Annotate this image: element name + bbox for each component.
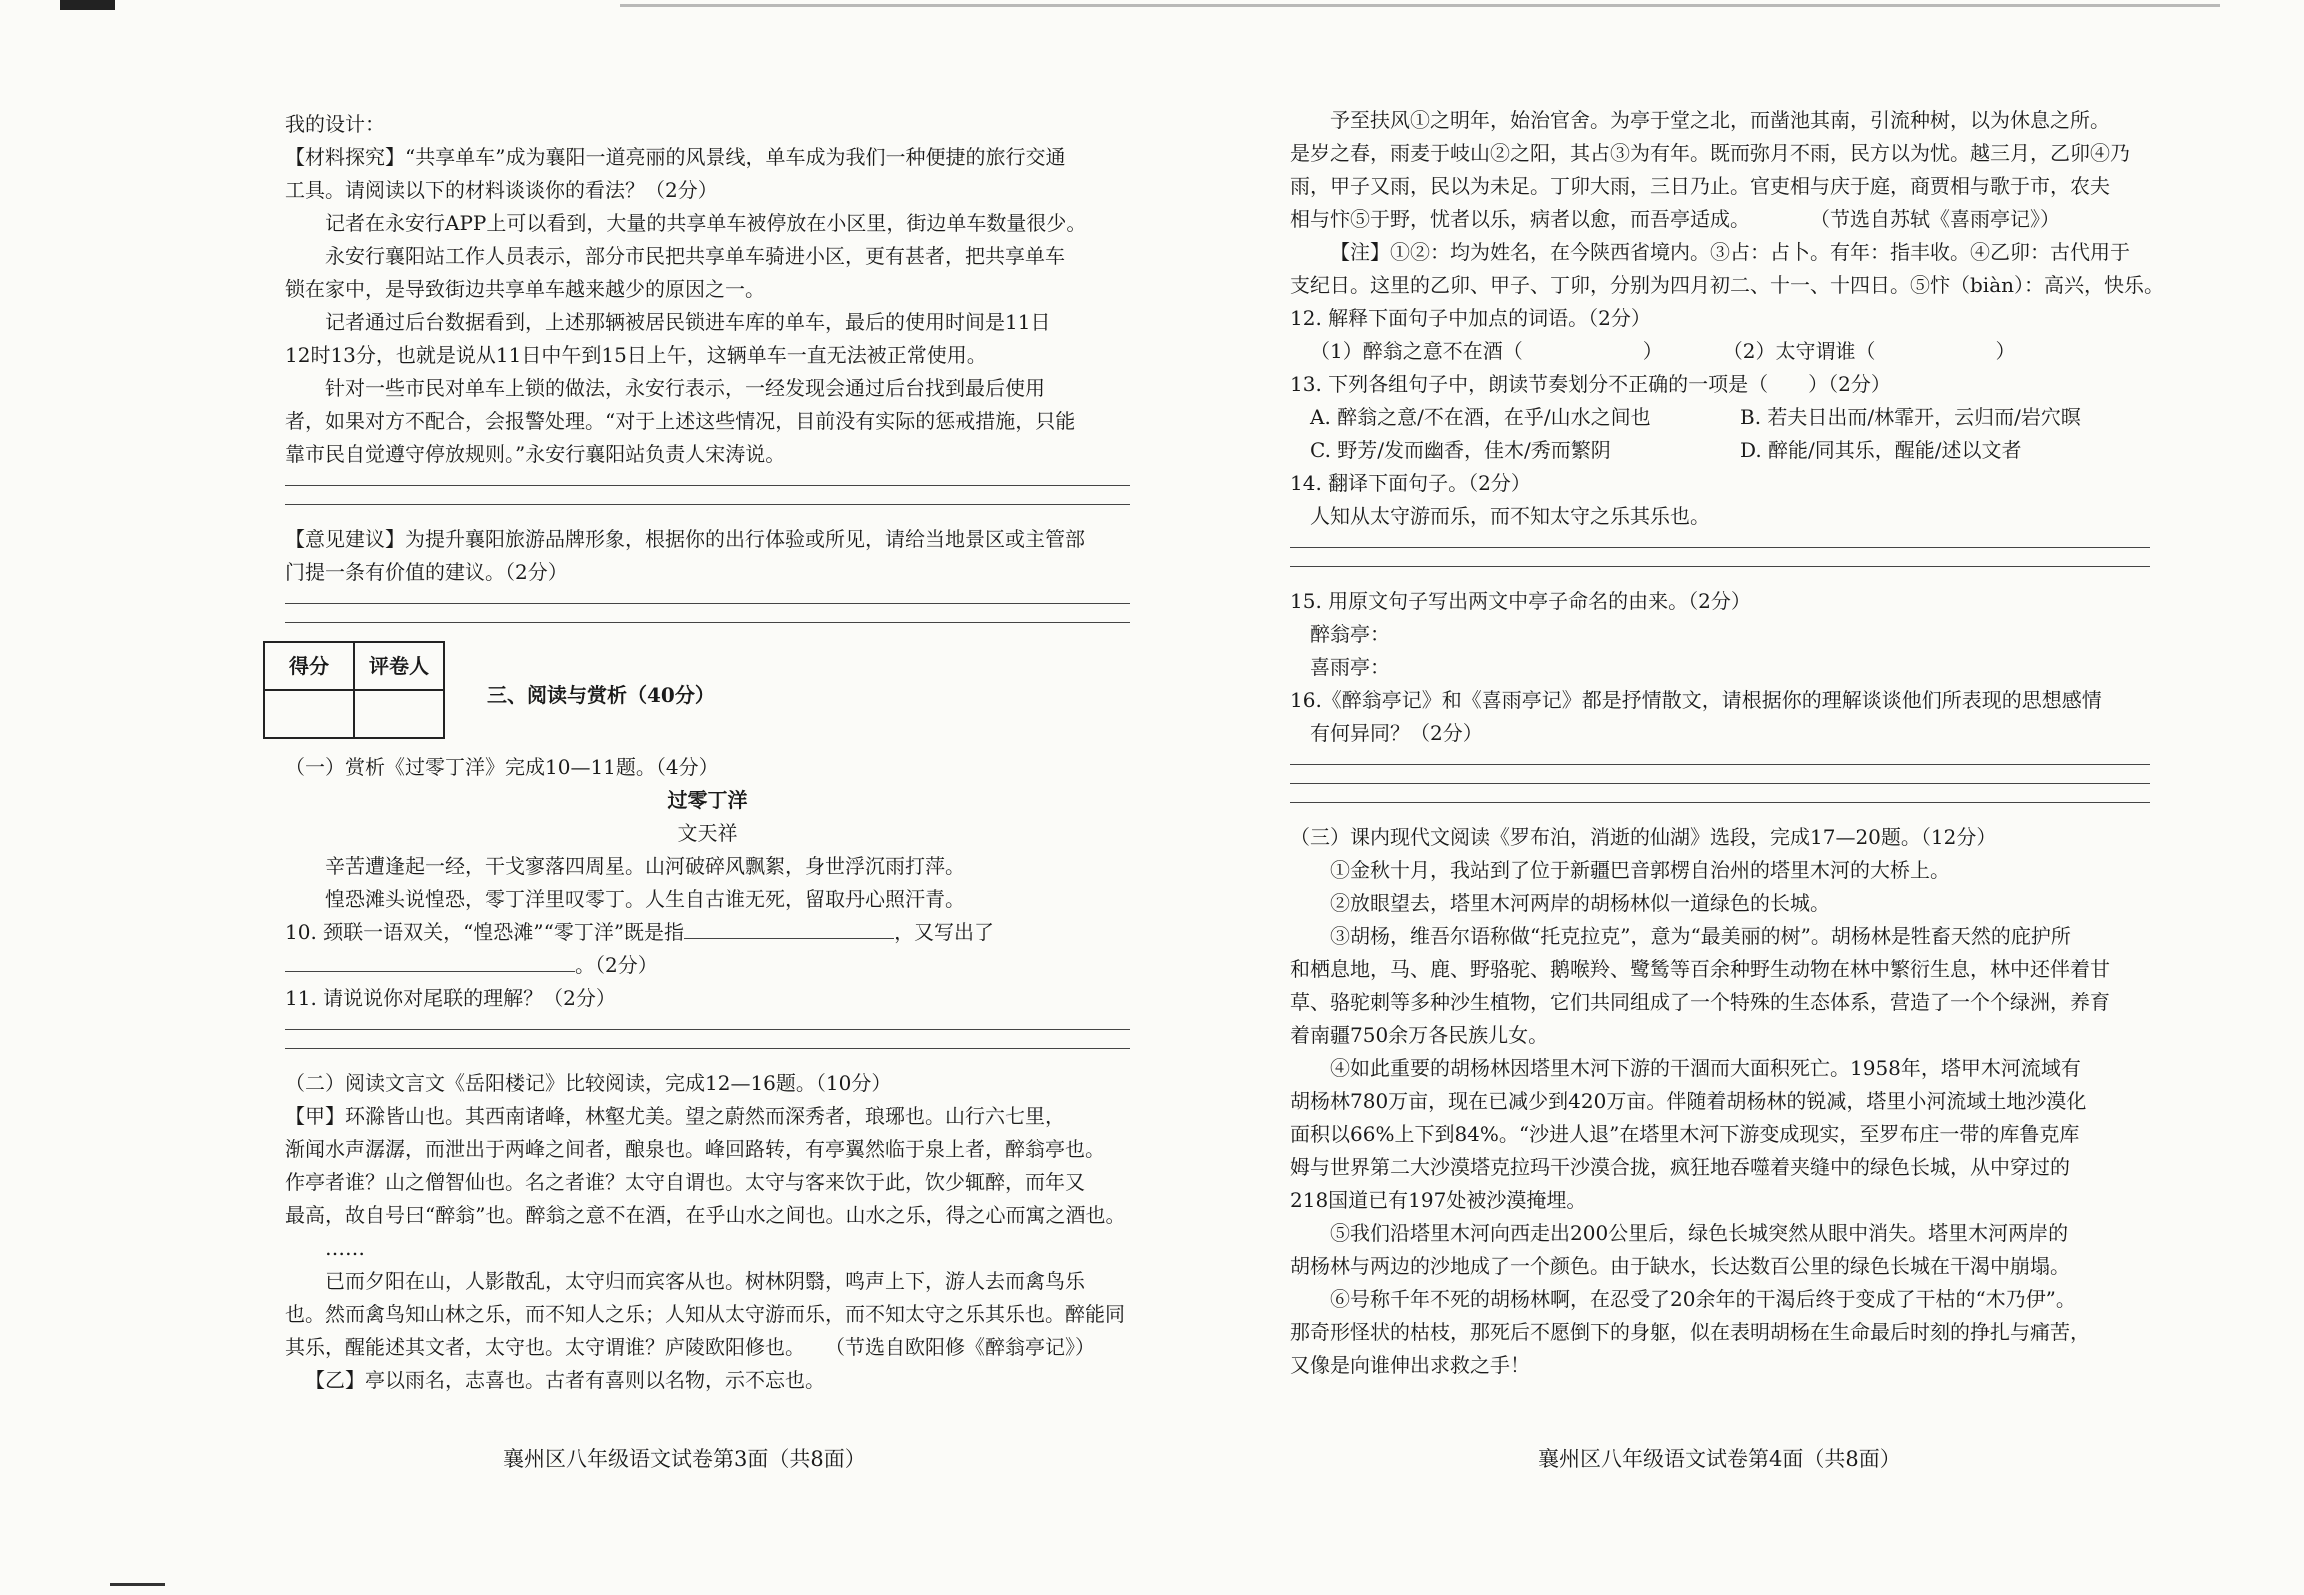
question-14: 14. 翻译下面句子。（2分）	[1290, 471, 1531, 495]
answer-line[interactable]	[1290, 764, 2150, 765]
modern-text: ②放眼望去，塔里木河两岸的胡杨林似一道绿色的长城。	[1330, 891, 1830, 915]
option-b[interactable]: B. 若夫日出而/林霏开，云归而/岩穴暝	[1740, 405, 2081, 429]
modern-text: 胡杨林与两边的沙地成了一个颜色。由于缺水，长达数百公里的绿色长城在干渴中崩塌。	[1290, 1254, 2070, 1278]
page-4	[1290, 104, 2165, 1382]
modern-text: ④如此重要的胡杨林因塔里木河下游的干涸而大面积死亡。1958年，塔甲木河流域有	[1330, 1056, 2081, 1080]
option-a[interactable]: A. 醉翁之意/不在酒，在乎/山水之间也	[1310, 405, 1651, 429]
material-para: 靠市民自觉遵守停放规则。”永安行襄阳站负责人宋涛说。	[285, 442, 786, 466]
classical-text: 雨，甲子又雨，民以为未足。丁卯大雨，三日乃止。官吏相与庆于庭，商贾相与歌于市，农夫	[1290, 174, 2110, 198]
question-15-b: 喜雨亭：	[1310, 655, 1390, 679]
design-line: 我的设计：	[285, 112, 385, 136]
classical-text: 予至扶风①之明年，始治官舍。为亭于堂之北，而凿池其南，引流种树，以为休息之所。	[1330, 108, 2110, 132]
advice-title: 【意见建议】为提升襄阳旅游品牌形象，根据你的出行体验或所见，请给当地景区或主管部	[285, 527, 1085, 551]
question-16-cont: 有何异同？（2分）	[1310, 721, 1483, 745]
question-16: 16.《醉翁亭记》和《喜雨亭记》都是抒情散文，请根据你的理解谈谈他们所表现的思想感情	[1290, 688, 2102, 712]
page-3	[285, 108, 1130, 1397]
classical-text: 相与忭⑤于野，忧者以乐，病者以愈，而吾亭适成。 （节选自苏轼《喜雨亭记》）	[1290, 207, 2060, 231]
question-15: 15. 用原文句子写出两文中亭子命名的由来。（2分）	[1290, 589, 1751, 613]
option-c[interactable]: C. 野芳/发而幽香，佳木/秀而繁阴	[1310, 438, 1611, 462]
answer-line[interactable]	[285, 1029, 1130, 1030]
classical-text: 也。然而禽鸟知山林之乐，而不知人之乐；人知从太守游而乐，而不知太守之乐其乐也。醉能同	[285, 1302, 1125, 1326]
modern-text: 草、骆驼刺等多种沙生植物，它们共同组成了一个特殊的生态体系，营造了一个个绿洲，养育	[1290, 990, 2110, 1014]
section-title: 三、阅读与赏析（40分）	[487, 683, 715, 707]
modern-text: 姆与世界第二大沙漠塔克拉玛干沙漠合拢，疯狂地吞噬着夹缝中的绿色长城，从中穿过的	[1290, 1155, 2070, 1179]
modern-text: 胡杨林780万亩，现在已减少到420万亩。伴随着胡杨林的锐减，塔里小河流域土地沙漠化	[1290, 1089, 2087, 1113]
page-footer-right: 襄州区八年级语文试卷第4面（共8面）	[1538, 1447, 1901, 1471]
answer-line[interactable]	[285, 603, 1130, 604]
scan-bottom-mark	[110, 1583, 165, 1586]
material-para: 记者通过后台数据看到，上述那辆被居民锁进车库的单车，最后的使用时间是11日	[325, 310, 1051, 334]
modern-text: 着南疆750余万各民族儿女。	[1290, 1023, 1549, 1047]
option-d[interactable]: D. 醉能/同其乐，醒能/述以文者	[1740, 438, 2022, 462]
score-cell[interactable]	[264, 690, 354, 738]
part-heading: （二）阅读文言文《岳阳楼记》比较阅读，完成12—16题。（10分）	[285, 1071, 892, 1095]
classical-text: 最高，故自号曰“醉翁”也。醉翁之意不在酒，在乎山水之间也。山水之乐，得之心而寓之酒也。	[285, 1203, 1126, 1227]
modern-text: 那奇形怪状的枯枝，那死后不愿倒下的身躯，似在表明胡杨在生命最后时刻的挣扎与痛苦，	[1290, 1320, 2090, 1344]
material-para: 永安行襄阳站工作人员表示，部分市民把共享单车骑进小区，更有甚者，把共享单车	[325, 244, 1065, 268]
grader-label: 评卷人	[354, 642, 444, 690]
note: 支纪日。这里的乙卯、甲子、丁卯，分别为四月初二、十一、十四日。⑤忭（biàn）：高兴，快乐。	[1290, 273, 2165, 297]
question-10-cont: 。（2分）	[285, 949, 1130, 982]
classical-text: 已而夕阳在山，人影散乱，太守归而宾客从也。树林阴翳，鸣声上下，游人去而禽鸟乐	[325, 1269, 1085, 1293]
ellipsis: ……	[325, 1236, 365, 1260]
modern-text: 和栖息地，马、鹿、野骆驼、鹅喉羚、鹭鸶等百余种野生动物在林中繁衍生息，林中还伴着甘	[1290, 957, 2110, 981]
answer-line[interactable]	[285, 622, 1130, 623]
classical-text: 其乐，醒能述其文者，太守也。太守谓谁？庐陵欧阳修也。 （节选自欧阳修《醉翁亭记》）	[285, 1335, 1095, 1359]
scan-line	[620, 4, 2220, 7]
question-13: 13. 下列各组句子中，朗读节奏划分不正确的一项是（ ）（2分）	[1290, 372, 1891, 396]
question-10: 10. 颈联一语双关，“惶恐滩”“零丁洋”既是指 ，又写出了	[285, 920, 995, 944]
poem-line: 惶恐滩头说惶恐，零丁洋里叹零丁。人生自古谁无死，留取丹心照汗青。	[325, 887, 965, 911]
classical-text: 【乙】亭以雨名，志喜也。古者有喜则以名物，示不忘也。	[305, 1368, 825, 1392]
material-title-cont: 工具。请阅读以下的材料谈谈你的看法？（2分）	[285, 178, 718, 202]
answer-blank[interactable]	[285, 971, 575, 972]
answer-line[interactable]	[285, 1048, 1130, 1049]
material-para: 针对一些市民对单车上锁的做法，永安行表示，一经发现会通过后台找到最后使用	[325, 376, 1045, 400]
score-label: 得分	[264, 642, 354, 690]
classical-text: 是岁之春，雨麦于岐山②之阳，其占③为有年。既而弥月不雨，民方以为忧。越三月，乙卯④乃	[1290, 141, 2130, 165]
answer-line[interactable]	[1290, 783, 2150, 784]
question-14-sentence: 人知从太守游而乐，而不知太守之乐其乐也。	[1310, 504, 1710, 528]
question-12: 12. 解释下面句子中加点的词语。（2分）	[1290, 306, 1651, 330]
option-row	[1290, 434, 2150, 467]
page-footer-left: 襄州区八年级语文试卷第3面（共8面）	[503, 1447, 866, 1471]
modern-text: 面积以66%上下到84%。“沙进人退”在塔里木河下游变成现实，至罗布庄一带的库鲁克库	[1290, 1122, 2080, 1146]
answer-line[interactable]	[1290, 566, 2150, 567]
modern-text: ⑥号称千年不死的胡杨林啊，在忍受了20余年的干渴后终于变成了干枯的“木乃伊”。	[1330, 1287, 2076, 1311]
part-heading: （一）赏析《过零丁洋》完成10—11题。（4分）	[285, 755, 719, 779]
option-row	[1290, 401, 2150, 434]
scan-top-edge	[0, 0, 2304, 14]
modern-text: ①金秋十月，我站到了位于新疆巴音郭楞自治州的塔里木河的大桥上。	[1330, 858, 1950, 882]
classical-text: 【甲】环滁皆山也。其西南诸峰，林壑尤美。望之蔚然而深秀者，琅琊也。山行六七里，	[285, 1104, 1065, 1128]
question-12-items: （1）醉翁之意不在酒（ ） （2）太守谓谁（ ）	[1310, 339, 2016, 363]
poem-author: 文天祥	[677, 821, 738, 845]
material-para: 记者在永安行APP上可以看到，大量的共享单车被停放在小区里，街边单车数量很少。	[325, 211, 1087, 235]
answer-line[interactable]	[1290, 802, 2150, 803]
score-table	[263, 641, 445, 739]
material-title: 【材料探究】“共享单车”成为襄阳一道亮丽的风景线，单车成为我们一种便捷的旅行交通	[285, 145, 1066, 169]
answer-line[interactable]	[1290, 547, 2150, 548]
poem-line: 辛苦遭逢起一经，干戈寥落四周星。山河破碎风飘絮，身世浮沉雨打萍。	[325, 854, 965, 878]
material-para: 锁在家中，是导致街边共享单车越来越少的原因之一。	[285, 277, 765, 301]
answer-line[interactable]	[285, 504, 1130, 505]
advice-title-cont: 门提一条有价值的建议。（2分）	[285, 560, 568, 584]
question-15-a: 醉翁亭：	[1310, 622, 1390, 646]
modern-text: 218国道已有197处被沙漠掩埋。	[1290, 1188, 1587, 1212]
poem-title: 过零丁洋	[667, 788, 748, 812]
part-heading: （三）课内现代文阅读《罗布泊，消逝的仙湖》选段，完成17—20题。（12分）	[1290, 825, 1997, 849]
material-para: 者，如果对方不配合，会报警处理。“对于上述这些情况，目前没有实际的惩戒措施，只能	[285, 409, 1076, 433]
score-box-row	[285, 641, 1130, 751]
grader-cell[interactable]	[354, 690, 444, 738]
material-para: 12时13分，也就是说从11日中午到15日上午，这辆单车一直无法被正常使用。	[285, 343, 987, 367]
classical-text: 作亭者谁？山之僧智仙也。名之者谁？太守自谓也。太守与客来饮于此，饮少辄醉，而年又	[285, 1170, 1085, 1194]
scan-mark	[60, 0, 115, 10]
question-11: 11. 请说说你对尾联的理解？（2分）	[285, 986, 616, 1010]
answer-line[interactable]	[285, 485, 1130, 486]
modern-text: ⑤我们沿塔里木河向西走出200公里后，绿色长城突然从眼中消失。塔里木河两岸的	[1330, 1221, 2069, 1245]
note: 【注】①②：均为姓名，在今陕西省境内。③占：占卜。有年：指丰收。④乙卯：古代用于	[1330, 240, 2130, 264]
modern-text: ③胡杨，维吾尔语称做“托克拉克”，意为“最美丽的树”。胡杨林是牲畜天然的庇护所	[1330, 924, 2071, 948]
classical-text: 渐闻水声潺潺，而泄出于两峰之间者，酿泉也。峰回路转，有亭翼然临于泉上者，醉翁亭也。	[285, 1137, 1105, 1161]
answer-blank[interactable]	[684, 938, 894, 939]
modern-text: 又像是向谁伸出求救之手！	[1290, 1353, 1530, 1377]
